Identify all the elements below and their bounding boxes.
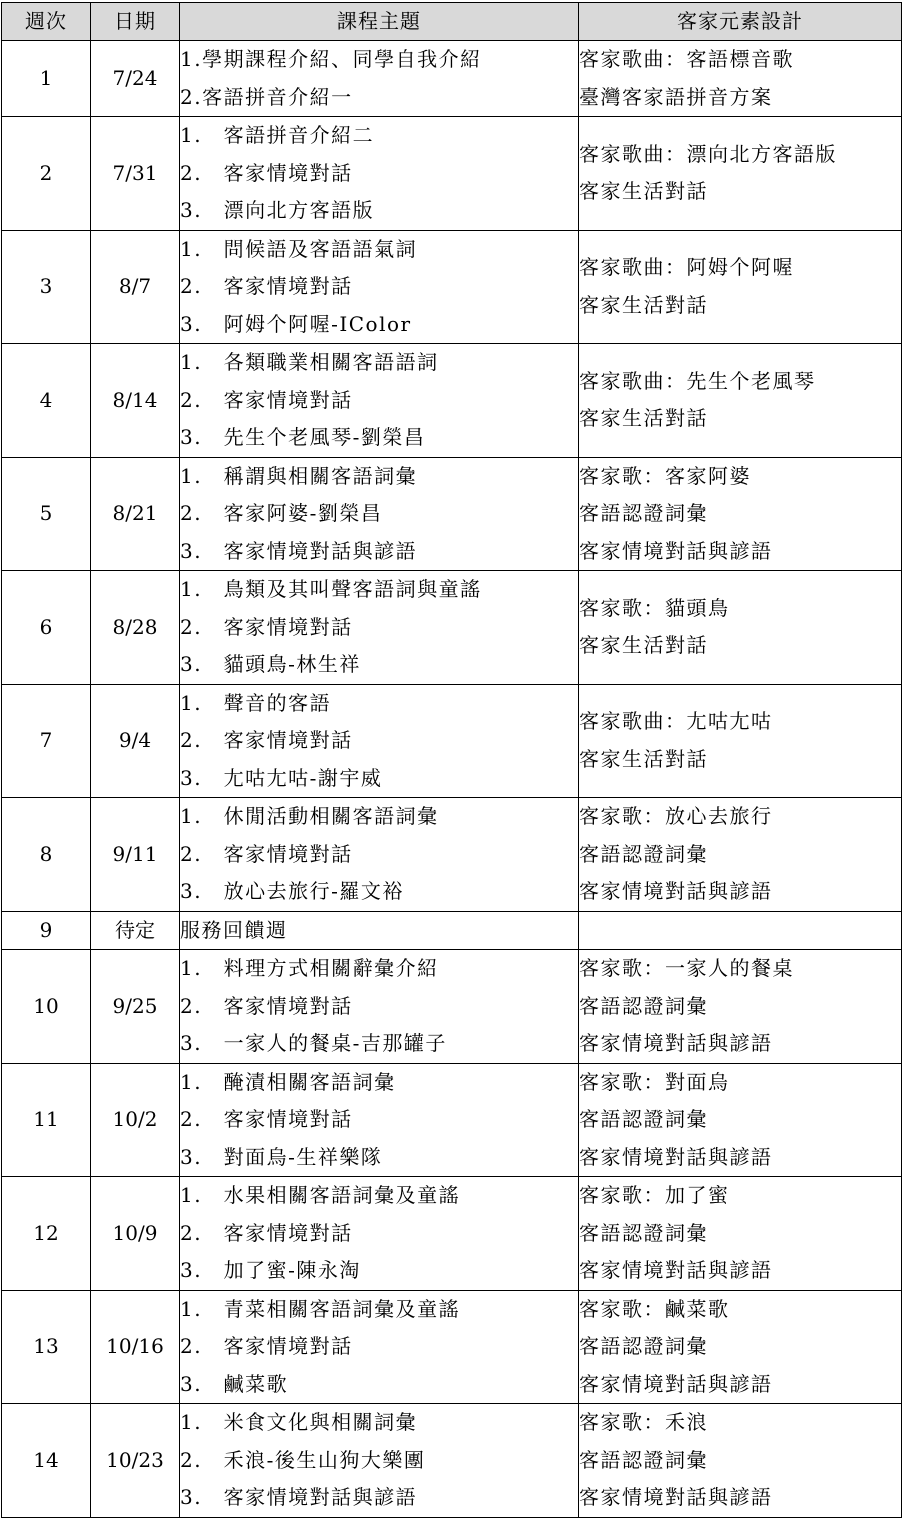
topic-line: 3. 對面烏-生祥樂隊 bbox=[180, 1144, 383, 1169]
hakka-element-line: 客家歌：加了蜜 bbox=[579, 1183, 730, 1207]
table-row bbox=[2, 230, 902, 344]
table-row bbox=[2, 344, 902, 458]
topic-cell bbox=[180, 457, 579, 571]
topic-line: 1.學期課程介紹、同學自我介紹 bbox=[180, 47, 482, 71]
topic-cell bbox=[180, 41, 579, 117]
hakka-element-line: 客家歌曲：漂向北方客語版 bbox=[579, 141, 837, 166]
hakka-element-line: 客語認證詞彙 bbox=[579, 1447, 708, 1472]
table-row bbox=[2, 457, 902, 571]
table-row bbox=[2, 1177, 902, 1291]
topic-line: 2. 客家情境對話 bbox=[180, 387, 353, 412]
header-topic: 課程主題 bbox=[180, 3, 579, 41]
topic-line: 1. 醃漬相關客語詞彙 bbox=[180, 1069, 396, 1094]
header-week: 週次 bbox=[2, 3, 91, 41]
hakka-element-cell bbox=[579, 1290, 902, 1404]
topic-cell bbox=[180, 230, 579, 344]
date-cell: 9/11 bbox=[91, 798, 180, 912]
topic-cell bbox=[180, 1404, 579, 1518]
hakka-element-line: 客家情境對話與諺語 bbox=[579, 1371, 773, 1396]
week-cell: 2 bbox=[2, 117, 91, 231]
date-cell: 8/28 bbox=[91, 571, 180, 685]
hakka-element-cell bbox=[579, 457, 902, 571]
week-cell: 11 bbox=[2, 1063, 91, 1177]
topic-line: 3. 客家情境對話與諺語 bbox=[180, 1485, 418, 1509]
hakka-element-line: 客家歌曲：阿姆个阿喔 bbox=[579, 255, 794, 280]
week-cell: 13 bbox=[2, 1290, 91, 1404]
topic-line: 2. 客家阿婆-劉榮昌 bbox=[180, 501, 383, 525]
hakka-element-cell bbox=[579, 344, 902, 458]
course-schedule-table bbox=[1, 2, 902, 1518]
topic-line: 1. 休閒活動相關客語詞彙 bbox=[180, 804, 439, 828]
hakka-element-line: 客語認證詞彙 bbox=[579, 1220, 708, 1245]
hakka-element-line: 臺灣客家語拼音方案 bbox=[579, 84, 773, 109]
date-cell: 7/31 bbox=[91, 117, 180, 231]
topic-line: 3. 客家情境對話與諺語 bbox=[180, 538, 418, 563]
hakka-element-cell bbox=[579, 571, 902, 685]
hakka-element-line: 客語認證詞彙 bbox=[579, 993, 708, 1018]
hakka-element-line: 客家情境對話與諺語 bbox=[579, 1031, 773, 1055]
topic-line: 1. 青菜相關客語詞彙及童謠 bbox=[180, 1296, 461, 1321]
hakka-element-cell bbox=[579, 798, 902, 912]
topic-line: 3. 尢咕尢咕-謝宇威 bbox=[180, 765, 383, 790]
week-cell: 3 bbox=[2, 230, 91, 344]
hakka-element-cell bbox=[579, 230, 902, 344]
hakka-element-line: 客家歌：對面烏 bbox=[579, 1069, 730, 1094]
date-cell: 9/25 bbox=[91, 950, 180, 1064]
week-cell: 5 bbox=[2, 457, 91, 571]
topic-line: 1. 各類職業相關客語語詞 bbox=[180, 350, 439, 374]
topic-line: 2. 客家情境對話 bbox=[180, 728, 353, 752]
table-row bbox=[2, 1063, 902, 1177]
topic-cell bbox=[180, 117, 579, 231]
topic-line: 2. 客家情境對話 bbox=[180, 1334, 353, 1358]
hakka-element-line: 客語認證詞彙 bbox=[579, 1107, 708, 1131]
header-date: 日期 bbox=[91, 3, 180, 41]
header-hakka-element: 客家元素設計 bbox=[579, 3, 902, 41]
hakka-element-line: 客家情境對話與諺語 bbox=[579, 1485, 773, 1509]
table-row bbox=[2, 911, 902, 950]
week-cell: 8 bbox=[2, 798, 91, 912]
hakka-element-line: 客家生活對話 bbox=[579, 292, 708, 317]
date-cell: 8/14 bbox=[91, 344, 180, 458]
topic-line: 1. 問候語及客語語氣詞 bbox=[180, 236, 418, 261]
week-cell: 6 bbox=[2, 571, 91, 685]
hakka-element-cell bbox=[579, 41, 902, 117]
topic-line: 2. 客家情境對話 bbox=[180, 1220, 353, 1245]
hakka-element-line: 客家生活對話 bbox=[579, 179, 708, 204]
hakka-element-line: 客家歌曲：尢咕尢咕 bbox=[579, 709, 773, 734]
topic-line: 3. 漂向北方客語版 bbox=[180, 198, 375, 222]
hakka-element-cell bbox=[579, 684, 902, 798]
topic-line: 3. 先生个老風琴-劉榮昌 bbox=[180, 425, 426, 449]
date-cell: 9/4 bbox=[91, 684, 180, 798]
hakka-element-line: 客語認證詞彙 bbox=[579, 1334, 708, 1358]
table-row bbox=[2, 950, 902, 1064]
topic-cell bbox=[180, 571, 579, 685]
topic-line: 3. 放心去旅行-羅文裕 bbox=[180, 879, 404, 903]
table-row bbox=[2, 1404, 902, 1518]
topic-cell bbox=[180, 1290, 579, 1404]
topic-cell bbox=[180, 911, 579, 950]
date-cell: 10/9 bbox=[91, 1177, 180, 1291]
hakka-element-line: 客家歌：禾浪 bbox=[579, 1410, 708, 1434]
topic-line: 2.客語拼音介紹一 bbox=[180, 84, 353, 109]
topic-cell bbox=[180, 684, 579, 798]
topic-cell bbox=[180, 344, 579, 458]
hakka-element-line: 客家情境對話與諺語 bbox=[579, 538, 773, 563]
hakka-element-line: 客家情境對話與諺語 bbox=[579, 1258, 773, 1282]
week-cell: 9 bbox=[2, 911, 91, 950]
table-row bbox=[2, 1290, 902, 1404]
date-cell: 8/21 bbox=[91, 457, 180, 571]
date-cell: 10/2 bbox=[91, 1063, 180, 1177]
date-cell: 8/7 bbox=[91, 230, 180, 344]
header-row bbox=[2, 3, 902, 41]
topic-cell bbox=[180, 950, 579, 1064]
date-cell: 7/24 bbox=[91, 41, 180, 117]
hakka-element-cell bbox=[579, 1404, 902, 1518]
topic-line: 1. 客語拼音介紹二 bbox=[180, 123, 375, 147]
hakka-element-line: 客家歌：客家阿婆 bbox=[579, 463, 751, 488]
topic-line: 2. 客家情境對話 bbox=[180, 614, 353, 639]
hakka-element-line: 客家歌曲：客語標音歌 bbox=[579, 47, 794, 71]
week-cell: 10 bbox=[2, 950, 91, 1064]
date-cell: 10/23 bbox=[91, 1404, 180, 1518]
hakka-element-line: 客家生活對話 bbox=[579, 746, 708, 771]
topic-line: 2. 禾浪-後生山狗大樂團 bbox=[180, 1447, 426, 1472]
hakka-element-line: 客家情境對話與諺語 bbox=[579, 1144, 773, 1169]
hakka-element-line: 客家歌：一家人的餐桌 bbox=[579, 956, 794, 980]
hakka-element-cell bbox=[579, 1063, 902, 1177]
hakka-element-cell bbox=[579, 911, 902, 950]
hakka-element-line: 客家生活對話 bbox=[579, 406, 708, 431]
topic-line: 3. 阿姆个阿喔-IColor bbox=[180, 311, 412, 336]
date-cell: 待定 bbox=[91, 911, 180, 950]
topic-line: 3. 一家人的餐桌-吉那罐子 bbox=[180, 1031, 447, 1055]
hakka-element-line: 客語認證詞彙 bbox=[579, 501, 708, 525]
topic-cell bbox=[180, 1177, 579, 1291]
hakka-element-cell bbox=[579, 117, 902, 231]
topic-line: 1. 鳥類及其叫聲客語詞與童謠 bbox=[180, 577, 482, 601]
topic-line: 1. 料理方式相關辭彙介紹 bbox=[180, 956, 439, 980]
hakka-element-line: 客家情境對話與諺語 bbox=[579, 879, 773, 903]
week-cell: 7 bbox=[2, 684, 91, 798]
date-cell: 10/16 bbox=[91, 1290, 180, 1404]
table-row bbox=[2, 798, 902, 912]
topic-line: 3. 貓頭鳥-林生祥 bbox=[180, 652, 361, 676]
topic-line: 1. 聲音的客語 bbox=[180, 690, 332, 715]
hakka-element-cell bbox=[579, 950, 902, 1064]
topic-line: 2. 客家情境對話 bbox=[180, 1107, 353, 1131]
table-row bbox=[2, 571, 902, 685]
topic-line: 1. 水果相關客語詞彙及童謠 bbox=[180, 1183, 461, 1207]
hakka-element-cell bbox=[579, 1177, 902, 1291]
topic-line: 2. 客家情境對話 bbox=[180, 993, 353, 1018]
week-cell: 4 bbox=[2, 344, 91, 458]
table-body bbox=[2, 41, 902, 1518]
topic-line: 3. 鹹菜歌 bbox=[180, 1371, 289, 1396]
topic-line: 1. 米食文化與相關詞彙 bbox=[180, 1410, 418, 1434]
hakka-element-line: 客家生活對話 bbox=[579, 633, 708, 658]
table-row bbox=[2, 41, 902, 117]
week-cell: 12 bbox=[2, 1177, 91, 1291]
topic-line: 2. 客家情境對話 bbox=[180, 160, 353, 185]
topic-line: 1. 稱謂與相關客語詞彙 bbox=[180, 463, 418, 488]
hakka-element-line: 客家歌：放心去旅行 bbox=[579, 804, 773, 828]
hakka-element-line: 客家歌：貓頭鳥 bbox=[579, 595, 730, 620]
hakka-element-line: 客家歌：鹹菜歌 bbox=[579, 1296, 730, 1321]
table-row bbox=[2, 684, 902, 798]
topic-line: 2. 客家情境對話 bbox=[180, 841, 353, 866]
topic-cell bbox=[180, 1063, 579, 1177]
table-row bbox=[2, 117, 902, 231]
topic-line: 服務回饋週 bbox=[180, 917, 288, 942]
topic-line: 3. 加了蜜-陳永淘 bbox=[180, 1258, 361, 1282]
hakka-element-line: 客語認證詞彙 bbox=[579, 841, 708, 866]
week-cell: 14 bbox=[2, 1404, 91, 1518]
hakka-element-line: 客家歌曲：先生个老風琴 bbox=[579, 368, 816, 393]
topic-cell bbox=[180, 798, 579, 912]
table-header bbox=[2, 3, 902, 41]
week-cell: 1 bbox=[2, 41, 91, 117]
topic-line: 2. 客家情境對話 bbox=[180, 274, 353, 298]
